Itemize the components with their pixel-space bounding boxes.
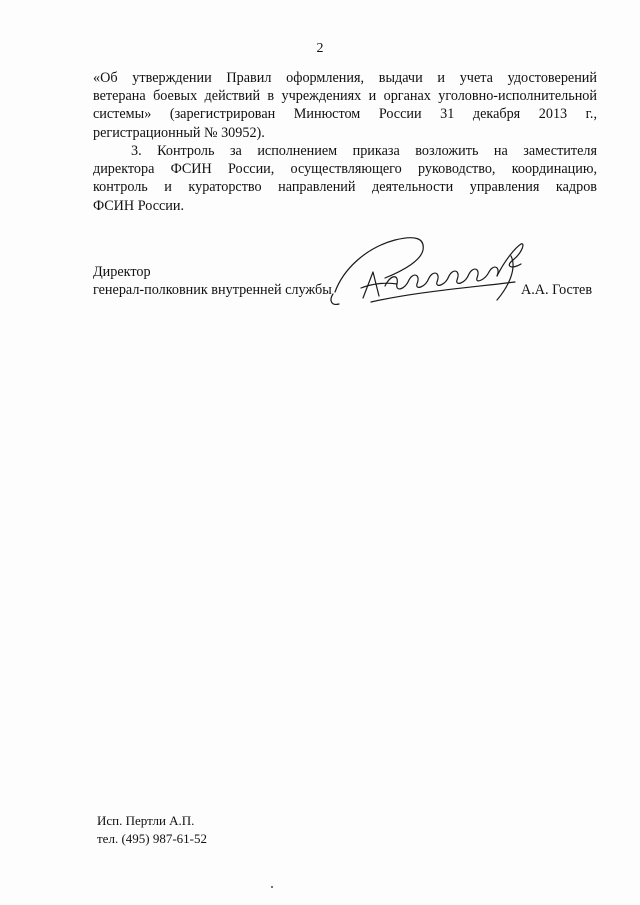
signatory-name: А.А. Гостев: [521, 282, 593, 298]
text-line: системы» (зарегистрирован Минюстом России 31 декабря 2013 г.,: [93, 106, 597, 123]
text-line: «Об утверждении Правил оформления, выдачи и учета удостоверений: [93, 70, 597, 86]
scan-speck: [271, 886, 273, 888]
executor-phone: тел. (495) 987-61-52: [97, 831, 208, 846]
executor-name: Исп. Пертли А.П.: [97, 813, 195, 828]
text-line: регистрационный № 30952).: [93, 124, 265, 141]
text-line: 3. Контроль за исполнением приказа возложить на заместителя: [131, 143, 597, 159]
executor-info: [97, 812, 207, 848]
paragraph-item-3: [93, 142, 597, 215]
paragraph-continuation: [93, 69, 597, 142]
handwritten-signature: [325, 230, 540, 310]
text-line: контроль и кураторство направлений деятельности управления кадров: [93, 179, 597, 196]
signatory-position: Директор: [93, 264, 151, 280]
text-line: директора ФСИН России, осуществляющего руководство, координацию,: [93, 161, 597, 178]
text-line: ветерана боевых действий в учреждениях и органах уголовно-исполнительной: [93, 88, 597, 105]
page-number: 2: [316, 41, 324, 56]
text-line: ФСИН России.: [93, 197, 185, 214]
signatory-rank: генерал-полковник внутренней службы: [93, 282, 332, 299]
